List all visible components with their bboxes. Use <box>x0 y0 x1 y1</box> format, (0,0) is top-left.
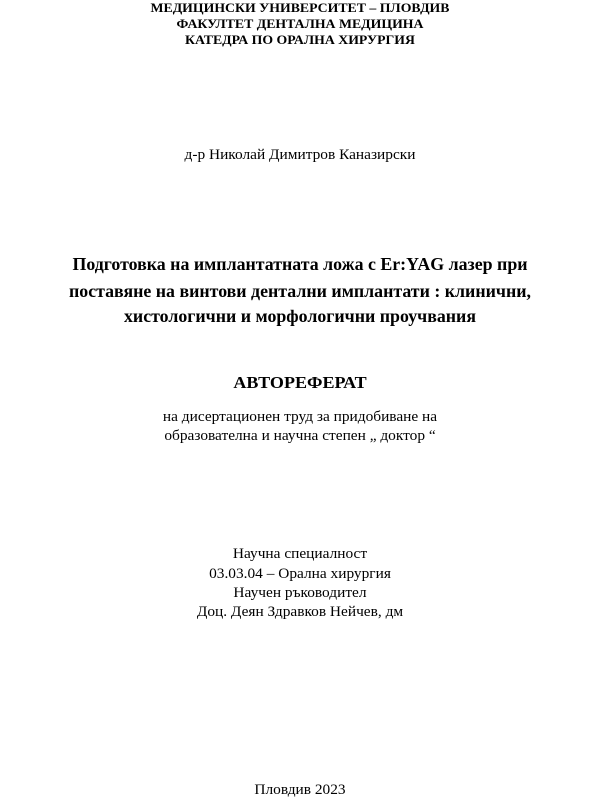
faculty-name: ФАКУЛТЕТ ДЕНТАЛНА МЕДИЦИНА <box>176 16 424 31</box>
dissertation-title-line-1: Подготовка на имплантатната ложа с Er:YAG лазер при <box>72 254 528 274</box>
place-and-year: Пловдив 2023 <box>254 782 346 798</box>
document-type-heading: АВТОРЕФЕРАТ <box>233 373 367 392</box>
dissertation-title-line-2: поставяне на винтови дентални имплантати : клинични, <box>69 281 531 301</box>
description-line-1: на дисертационен труд за придобиване на <box>162 409 438 425</box>
specialty-label: Научна специалност <box>232 546 368 562</box>
university-name: МЕДИЦИНСКИ УНИВЕРСИТЕТ – ПЛОВДИВ <box>150 0 450 15</box>
supervisor-value: Доц. Деян Здравков Нейчев, дм <box>196 604 404 620</box>
department-name: КАТЕДРА ПО ОРАЛНА ХИРУРГИЯ <box>185 32 415 47</box>
author-name: д-р Николай Димитров Каназирски <box>184 147 416 163</box>
supervisor-label: Научен ръководител <box>233 585 367 601</box>
dissertation-title-line-3: хистологични и морфологични проучвания <box>123 306 477 326</box>
specialty-value: 03.03.04 – Орална хирургия <box>209 566 391 582</box>
description-line-2: образователна и научна степен „ доктор “ <box>164 428 436 444</box>
